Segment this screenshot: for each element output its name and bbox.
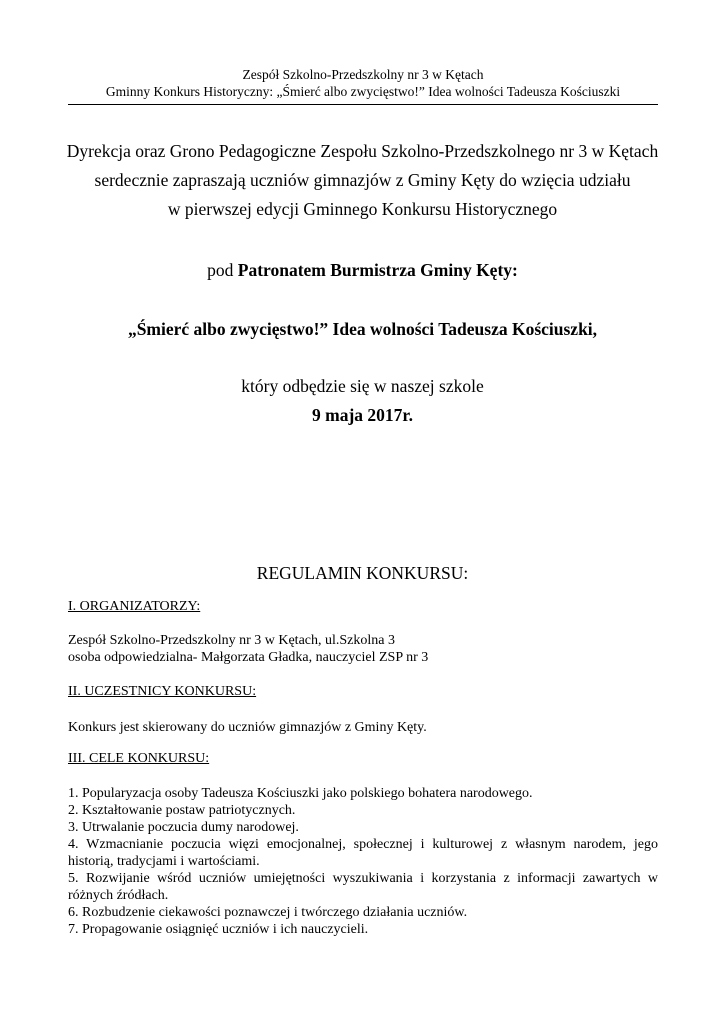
rules-title: REGULAMIN KONKURSU:	[256, 563, 469, 583]
venue-text: który odbędzie się w naszej szkole	[241, 376, 484, 396]
list-item: 4. Wzmacnianie poczucia więzi emocjonalnej, społecznej i kulturowej z własnym narodem, jego historią, tradycjami i wartościami.	[68, 837, 658, 869]
header-school-name: Zespół Szkolno-Przedszkolny nr 3 w Kętach	[242, 67, 484, 82]
patronage-name: Patronatem Burmistrza Gminy Kęty:	[237, 260, 518, 280]
organizers-text	[68, 632, 658, 666]
section-heading-participants: II. UCZESTNICY KONKURSU:	[68, 684, 257, 699]
contest-date: 9 maja 2017r.	[312, 405, 413, 425]
contest-title: „Śmierć albo zwycięstwo!” Idea wolności Tadeusza Kościuszki,	[127, 319, 598, 339]
patronage-line	[40, 258, 685, 282]
header-divider	[68, 104, 658, 105]
patronage-prefix: pod	[207, 260, 238, 280]
list-item: 3. Utrwalanie poczucia dumy narodowej.	[68, 820, 299, 835]
invitation-text	[40, 137, 685, 224]
organizers-line-1: Zespół Szkolno-Przedszkolny nr 3 w Kętach, ul.Szkolna 3	[68, 633, 395, 648]
list-item: 1. Popularyzacja osoby Tadeusza Kościuszki jako polskiego bohatera narodowego.	[68, 786, 533, 801]
section-heading-organizers: I. ORGANIZATORZY:	[68, 599, 201, 614]
list-item: 2. Kształtowanie postaw patriotycznych.	[68, 803, 296, 818]
organizers-line-2: osoba odpowiedzialna- Małgorzata Gładka, nauczyciel ZSP nr 3	[68, 650, 429, 665]
section-heading-goals: III. CELE KONKURSU:	[68, 751, 210, 766]
invitation-line-3: w pierwszej edycji Gminnego Konkursu Historycznego	[167, 199, 558, 219]
list-item: 7. Propagowanie osiągnięć uczniów i ich nauczycieli.	[68, 922, 369, 937]
list-item: 5. Rozwijanie wśród uczniów umiejętności wyszukiwania i korzystania z informacji zawartych w różnych źródłach.	[68, 871, 658, 903]
list-item: 6. Rozbudzenie ciekawości poznawczej i twórczego działania uczniów.	[68, 905, 468, 920]
participants-text: Konkurs jest skierowany do uczniów gimnazjów z Gminy Kęty.	[68, 720, 427, 735]
invitation-line-2: serdecznie zapraszają uczniów gimnazjów z Gminy Kęty do wzięcia udziału	[94, 170, 631, 190]
goals-list	[68, 785, 658, 938]
page-header	[68, 66, 658, 100]
invitation-line-1: Dyrekcja oraz Grono Pedagogiczne Zespołu Szkolno-Przedszkolnego nr 3 w Kętach	[66, 141, 659, 161]
header-contest-name: Gminny Konkurs Historyczny: „Śmierć albo zwycięstwo!” Idea wolności Tadeusza Kościuszki	[105, 84, 621, 99]
